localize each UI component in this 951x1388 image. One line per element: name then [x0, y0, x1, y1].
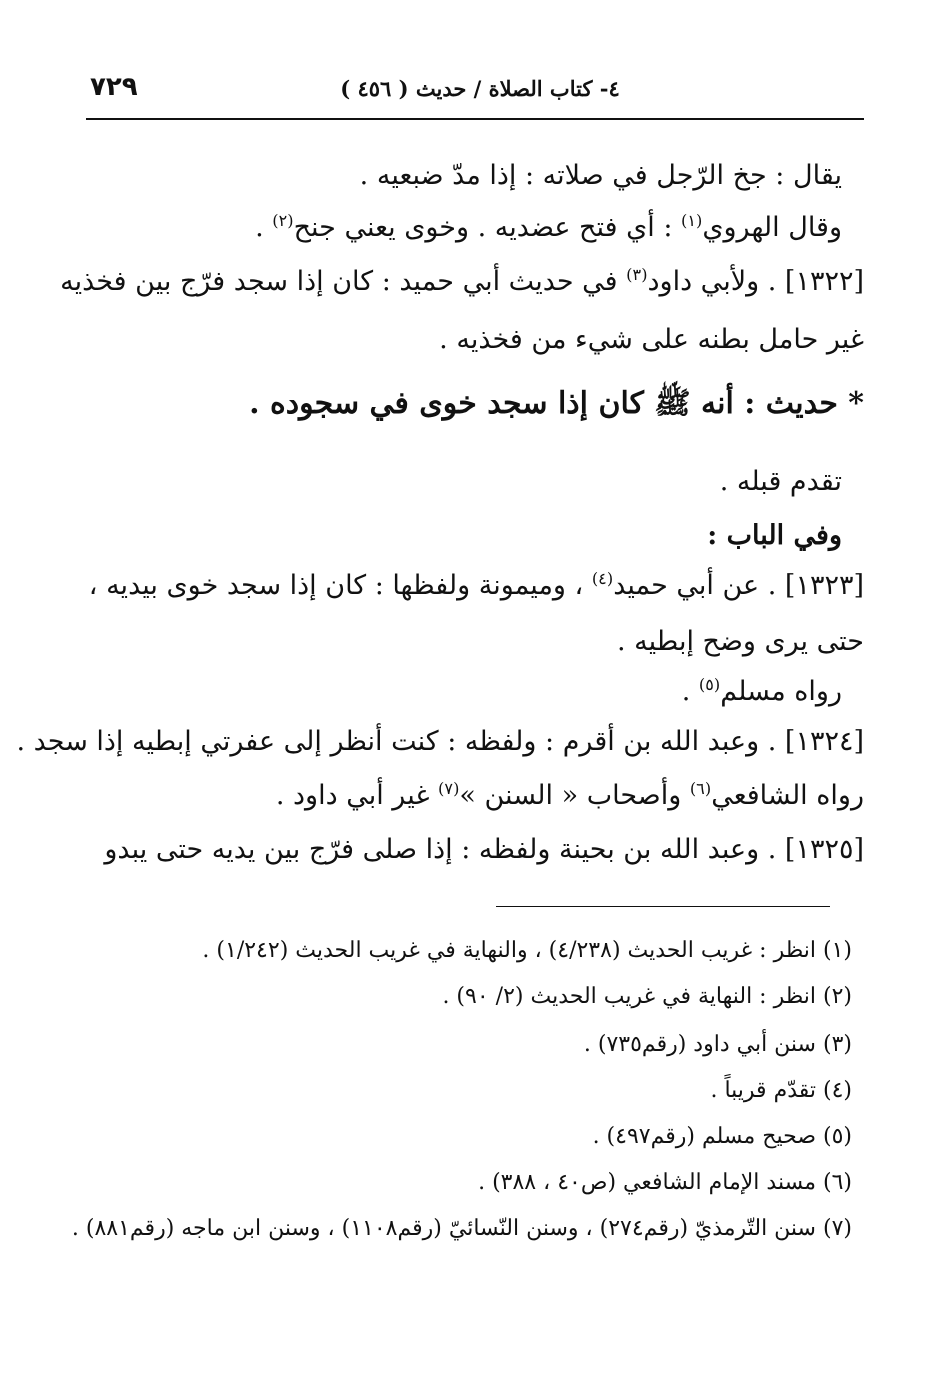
- line-2-end: .: [255, 212, 273, 243]
- footnote-2: (٢) انظر : النهاية في غريب الحديث (٢/ ٩٠) .: [442, 984, 852, 1009]
- footnote-ref-1: (١): [681, 211, 703, 230]
- body-line-3: [60, 262, 864, 302]
- body-line-10: [682, 672, 842, 712]
- footnote-ref-2: (٢): [272, 211, 294, 230]
- page-number: ٧٢٩: [90, 72, 138, 102]
- header-rule: [86, 118, 864, 120]
- line-2-rest: : أي فتح عضديه . وخوى يعني جنح: [293, 212, 682, 243]
- footnote-rule: [496, 906, 830, 907]
- body-line-6: تقدم قبله .: [719, 466, 842, 497]
- line-12-end: غير أبي داود .: [275, 780, 439, 811]
- body-line-2: [255, 208, 842, 248]
- body-line-9: حتى يرى وضح إبطيه .: [617, 626, 864, 657]
- line-3-text: [١٣٢٢] . ولأبي داود: [647, 266, 864, 297]
- line-10-text: رواه مسلم: [720, 676, 842, 707]
- line-12-mid: وأصحاب « السنن »: [459, 780, 690, 811]
- body-line-1: يقال : جخ الرّجل في صلاته : إذا مدّ ضبعيه .: [359, 160, 842, 191]
- footnote-ref-7: (٧): [438, 779, 460, 798]
- body-line-4: غير حامل بطنه على شيء من فخذيه .: [439, 324, 864, 355]
- line-8-text: [١٣٢٣] . عن أبي حميد: [613, 570, 864, 601]
- body-line-8: [89, 566, 864, 606]
- footnote-ref-5: (٥): [698, 675, 721, 694]
- hadith-heading: * حديث : أنه ﷺ كان إذا سجد خوى في سجوده .: [249, 386, 864, 421]
- running-header: ٤- كتاب الصلاة / حديث ( ٤٥٦ ): [340, 76, 620, 101]
- footnote-7: (٧) سنن التّرمذيّ (رقم٢٧٤) ، وسنن النّسائيّ (رقم١١٠٨) ، وسنن ابن ماجه (رقم٨٨١) .: [71, 1216, 852, 1241]
- line-10-end: .: [681, 676, 699, 707]
- footnote-5: (٥) صحيح مسلم (رقم٤٩٧) .: [592, 1124, 852, 1149]
- line-12-text: رواه الشافعي: [711, 780, 864, 811]
- footnote-4: (٤) تقدّم قريباً .: [710, 1078, 852, 1103]
- footnote-ref-3: (٣): [626, 265, 648, 284]
- footnote-ref-4: (٤): [591, 569, 614, 588]
- footnote-6: (٦) مسند الإمام الشافعي (ص٤٠ ، ٣٨٨) .: [478, 1170, 852, 1195]
- body-line-11: [١٣٢٤] . وعبد الله بن أقرم : ولفظه : كنت أنظر إلى عفرتي إبطيه إذا سجد .: [16, 726, 864, 757]
- body-line-12: [276, 776, 864, 816]
- line-2-text: وقال الهروي: [702, 212, 842, 243]
- footnote-1: (١) انظر : غريب الحديث (٤/٢٣٨) ، والنهاية في غريب الحديث (١/٢٤٢) .: [202, 938, 852, 963]
- body-line-13: [١٣٢٥] . وعبد الله بن بحينة ولفظه : إذا صلى فرّج بين يديه حتى يبدو: [104, 834, 864, 865]
- footnote-3: (٣) سنن أبي داود (رقم٧٣٥) .: [583, 1032, 852, 1057]
- footnote-ref-6: (٦): [689, 779, 712, 798]
- line-8-rest: ، وميمونة ولفظها : كان إذا سجد خوى بيديه ،: [88, 570, 592, 601]
- line-3-rest: في حديث أبي حميد : كان إذا سجد فرّج بين فخذيه: [60, 266, 627, 297]
- chapter-subheading: وفي الباب :: [707, 520, 842, 551]
